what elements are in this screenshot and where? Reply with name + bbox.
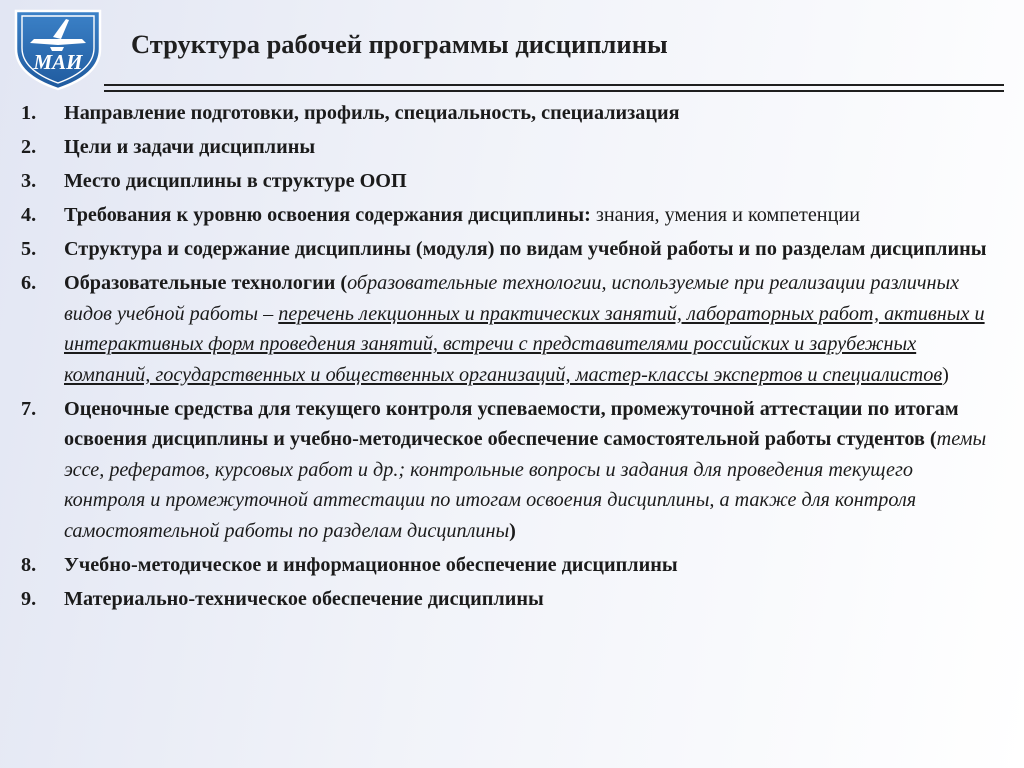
item-number: 6. bbox=[21, 272, 37, 294]
item-number: 7. bbox=[21, 397, 37, 420]
slide-title: Структура рабочей программы дисциплины bbox=[131, 29, 668, 59]
list-item bbox=[21, 550, 1011, 581]
title-rule-top bbox=[104, 84, 1004, 86]
item-number: 9. bbox=[21, 587, 37, 610]
item-number: 3. bbox=[21, 170, 37, 192]
item-text: Оценочные средства для текущего контроля успеваемости, промежуточной аттестации по итогам освоения дисциплины и учебно-методическое обеспечение самостоятельной работы студентов (темы эссе, рефератов, курсовых работ и др.; контрольные вопросы и задания для проведения текущего контроля и промежуточной аттестации по итогам освоения дисциплины, а также для контроля самостоятельной работы по разделам дисциплины) bbox=[64, 397, 987, 542]
list-item bbox=[21, 268, 1011, 390]
list-item bbox=[21, 200, 1011, 231]
program-structure-list bbox=[21, 98, 1011, 618]
item-number: 2. bbox=[21, 136, 37, 158]
item-text: Структура и содержание дисциплины (модуля) по видам учебной работы и по разделам дисциплины bbox=[64, 238, 987, 260]
item-italic-text: образовательные технологии, используемые при реализации различных видов учебной работы – перечень лекционных и практических занятий, лабораторных работ, активных и интерактивных форм проведения занятий, встречи с представителями российских и зарубежных компаний, государственных и общественных организаций, мастер-классы экспертов и специалистов bbox=[64, 272, 985, 386]
item-extra-text: знания, умения и компетенции bbox=[590, 204, 860, 226]
item-text: Требования к уровню освоения содержания дисциплины: знания, умения и компетенции bbox=[64, 204, 860, 226]
item-text: Цели и задачи дисциплины bbox=[64, 136, 316, 158]
logo-text: МАИ bbox=[33, 50, 83, 74]
item-number: 8. bbox=[21, 553, 37, 576]
list-item bbox=[21, 234, 1011, 265]
item-text: Направление подготовки, профиль, специальность, специализация bbox=[64, 102, 680, 124]
mai-logo bbox=[6, 3, 110, 91]
item-italic-text: темы эссе, рефератов, курсовых работ и др.; контрольные вопросы и задания для проведения текущего контроля и промежуточной аттестации по итогам освоения дисциплины, а также для контроля самостоятельной работы по разделам дисциплины bbox=[64, 428, 987, 542]
list-item bbox=[21, 584, 1011, 615]
item-text: Материально-техническое обеспечение дисциплины bbox=[64, 587, 544, 610]
item-underlined-text: перечень лекционных и практических занятий, лабораторных работ, активных и интерактивных форм проведения занятий, встречи с представителями российских и зарубежных компаний, государственных и общественных организаций, мастер-классы экспертов и специалистов bbox=[64, 302, 985, 386]
list-item bbox=[21, 132, 1011, 163]
item-number: 5. bbox=[21, 238, 37, 260]
list-item bbox=[21, 166, 1011, 197]
item-text: Место дисциплины в структуре ООП bbox=[64, 170, 407, 192]
item-text: Образовательные технологии (образовательные технологии, используемые при реализации различных видов учебной работы – перечень лекционных и практических занятий, лабораторных работ, активных и интерактивных форм проведения занятий, встречи с представителями российских и зарубежных компаний, государственных и общественных организаций, мастер-классы экспертов и специалистов) bbox=[64, 272, 985, 386]
item-number: 1. bbox=[21, 102, 37, 124]
item-number: 4. bbox=[21, 204, 37, 226]
list-item bbox=[21, 98, 1011, 129]
item-text: Учебно-методическое и информационное обеспечение дисциплины bbox=[64, 553, 678, 576]
list-item bbox=[21, 394, 1011, 547]
title-rule-bottom bbox=[104, 90, 1004, 92]
